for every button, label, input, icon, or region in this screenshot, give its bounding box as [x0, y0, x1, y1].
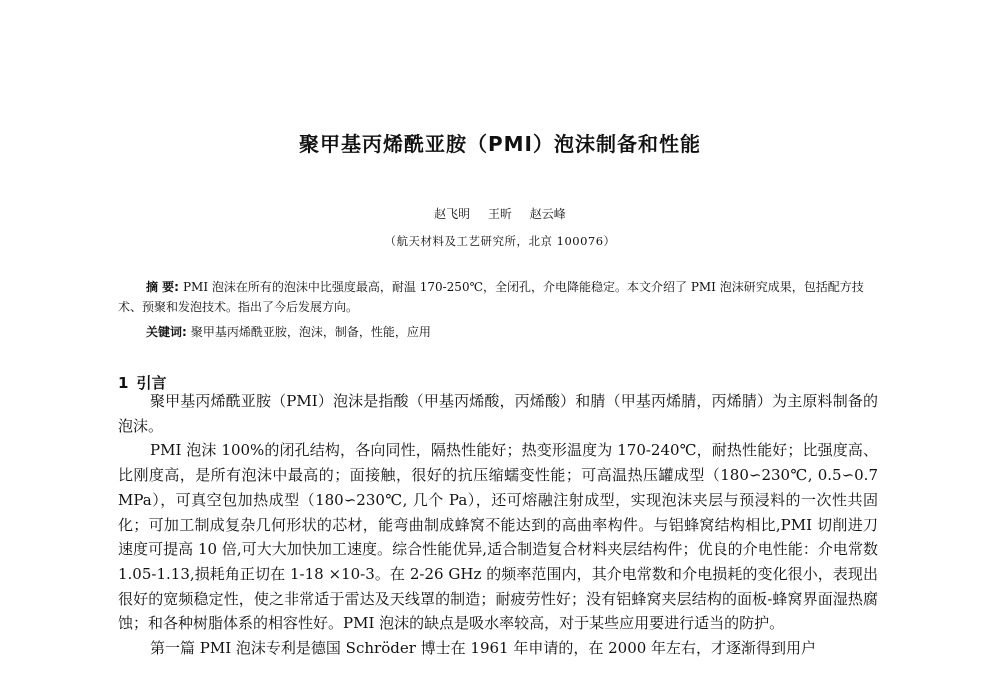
author-list: 赵飞明 王昕 赵云峰	[434, 207, 566, 221]
paper-title: 聚甲基丙烯酰亚胺（PMI）泡沫制备和性能	[298, 132, 701, 156]
section-title: 引言	[136, 374, 167, 392]
keywords	[146, 322, 880, 342]
paragraph: PMI 泡沫 100%的闭孔结构，各向同性，隔热性能好；热变形温度为 170-240℃，耐热性能好；比强度高、比刚度高，是所有泡沫中最高的；面接触，很好的抗压缩蠕变性能；可高温热压罐成型（180∽230℃, 0.5∽0.7 MPa），可真空包加热成型（180∽230℃, 几个 Pa），还可熔融注射成型，实现泡沫夹层与预浸料的一次性共固化；可加工制成复杂几何形状的芯材，能弯曲制成蜂窝不能达到的高曲率构件。与铝蜂窝结构相比,PMI 切削进刀速度可提高 10 倍,可大大加快加工速度。综合性能优异,适合制造复合材料夹层结构件；优良的介电性能：介电常数 1.05-1.13,损耗角正切在 1-18 ×10-3。在 2-26 GHz 的频率范围内，其介电常数和介电损耗的变化很小，表现出很好的宽频稳定性，使之非常适于雷达及天线罩的制造；耐疲劳性好；没有铝蜂窝夹层结构的面板-蜂窝界面湿热腐蚀；和各种树脂体系的相容性好。PMI 泡沫的缺点是吸水率较高，对于某些应用要进行适当的防护。	[118, 441, 878, 633]
abstract	[118, 277, 880, 317]
paragraph: 第一篇 PMI 泡沫专利是德国 Schröder 博士在 1961 年申请的，在 2000 年左右，才逐渐得到用户	[150, 639, 817, 658]
keywords-label: 关键词:	[146, 325, 187, 339]
abstract-text: PMI 泡沫在所有的泡沫中比强度最高，耐温 170-250℃，全闭孔，介电降能稳定。本文介绍了 PMI 泡沫研究成果，包括配方技术、预聚和发泡技术。指出了今后发展方向。	[118, 280, 864, 314]
paragraph: 聚甲基丙烯酰亚胺（PMI）泡沫是指酸（甲基丙烯酸，丙烯酸）和腈（甲基丙烯腈，丙烯腈）为主原料制备的泡沫。	[118, 392, 878, 435]
abstract-label: 摘 要:	[146, 280, 179, 294]
keywords-text: 聚甲基丙烯酰亚胺，泡沫，制备，性能，应用	[190, 325, 431, 339]
affiliation: （航天材料及工艺研究所，北京 100076）	[384, 234, 616, 248]
section-number: 1	[118, 374, 129, 392]
body-text	[118, 389, 878, 661]
